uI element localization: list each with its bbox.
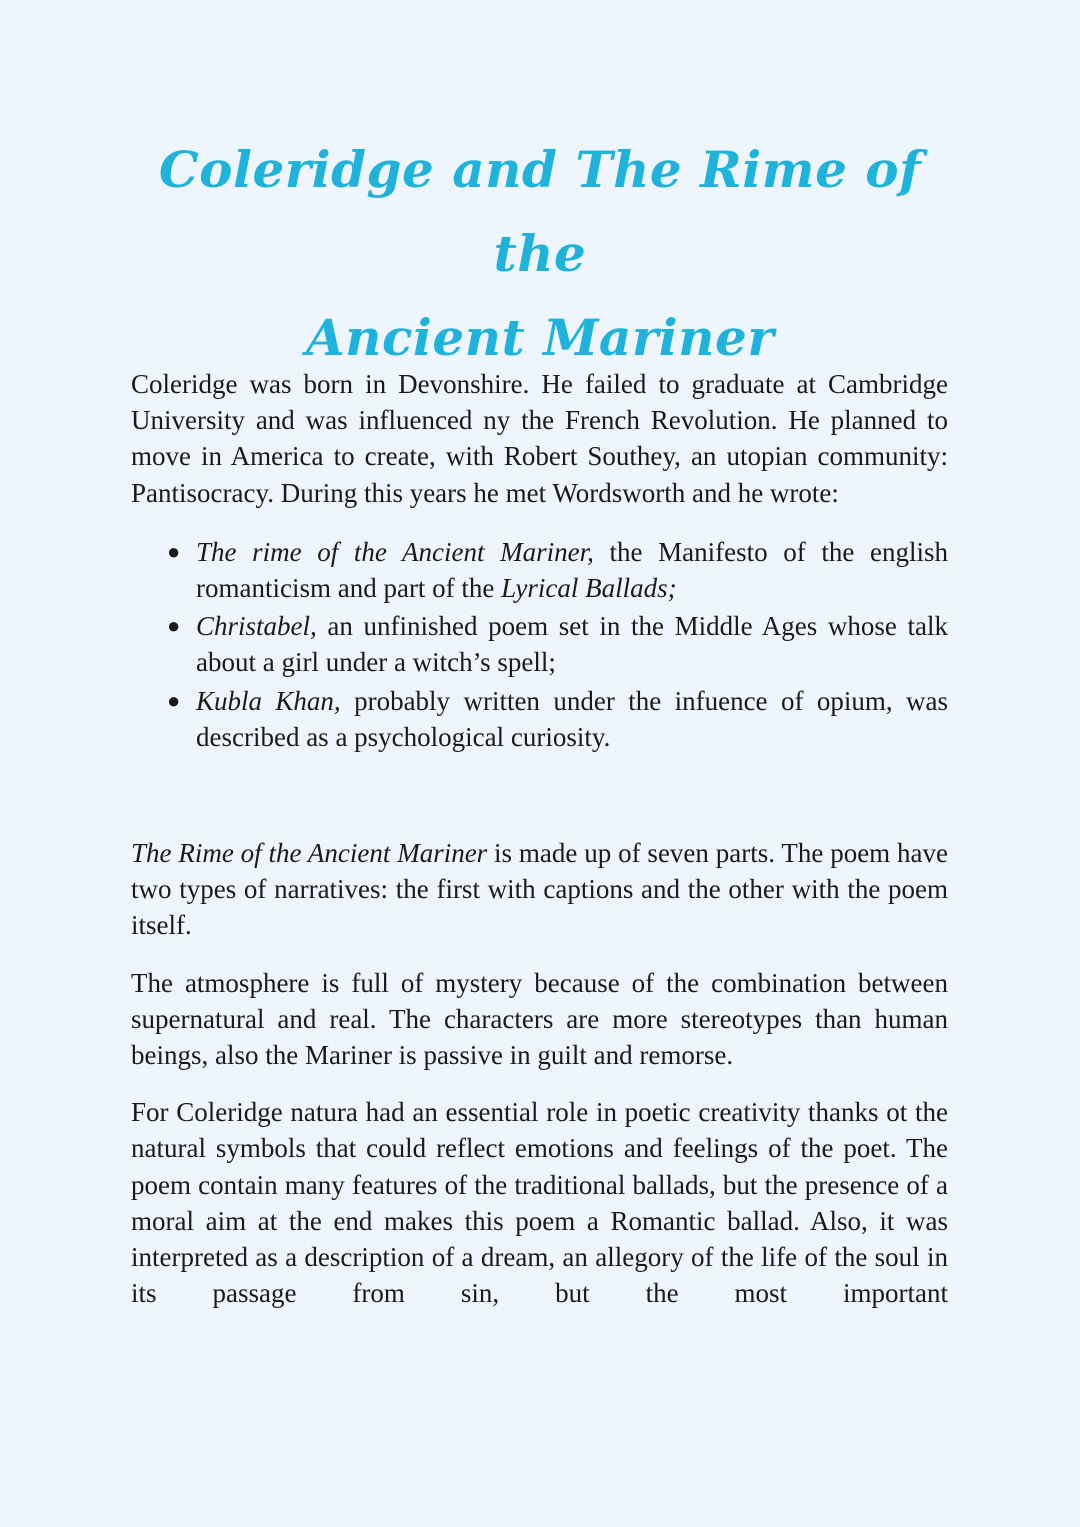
atmosphere-paragraph: The atmosphere is full of mystery because of the combination between supernatural and real. The characters are more stereotypes than human beings, also the Mariner is passive in guilt and remorse. <box>131 967 948 1071</box>
work-description: probably written under the infuence of opium, was described as a psychological curiosity. <box>196 685 948 752</box>
list-item <box>131 608 948 680</box>
work-title: Kubla Khan, <box>196 685 341 716</box>
work-title: Christabel, <box>196 611 317 642</box>
bullet-icon: ● <box>167 538 181 564</box>
list-item <box>131 534 948 606</box>
works-list <box>131 534 948 755</box>
list-item <box>131 683 948 755</box>
paragraph-spacer <box>131 944 948 965</box>
bullet-icon: ● <box>167 613 181 639</box>
title-line-2: Ancient Mariner <box>305 308 775 367</box>
work-description: an unfinished poem set in the Middle Ages whose talk about a girl under a witch’s spell; <box>196 611 948 678</box>
structure-paragraph <box>131 835 948 944</box>
document-body <box>131 366 948 1311</box>
nature-paragraph: For Coleridge natura had an essential role in poetic creativity thanks ot the natural symbols that could reflect emotions and feelings of the poet. The poem contain many features of the traditional ballads, but the presence of a moral aim at the end makes this poem a Romantic ballad. Also, it was interpreted as a description of a dream, an allegory of the life of the soul in its passage from sin, but the most important <box>131 1097 948 1309</box>
work-title-secondary: Lyrical Ballads; <box>501 573 677 604</box>
paragraph-spacer <box>131 1073 948 1094</box>
structure-text: is made up of seven parts. The poem have two types of narratives: the first with captions and the other with the poem itself. <box>131 838 948 941</box>
bullet-icon: ● <box>167 687 181 713</box>
work-title: The rime of the Ancient Mariner, <box>196 536 594 567</box>
title-line-1: Coleridge and The Rime of the <box>158 140 922 283</box>
poem-title: The Rime of the Ancient Mariner <box>131 838 488 869</box>
section-spacer <box>131 757 948 835</box>
page-title <box>140 128 940 380</box>
intro-paragraph: Coleridge was born in Devonshire. He failed to graduate at Cambridge University and was influenced ny the French Revolution. He planned to move in America to create, with Robert Southey, an utopian community: Pantisocracy. During this years he met Wordsworth and he wrote: <box>131 369 948 508</box>
work-description: the Manifesto of the english romanticism and part of the <box>196 536 949 604</box>
